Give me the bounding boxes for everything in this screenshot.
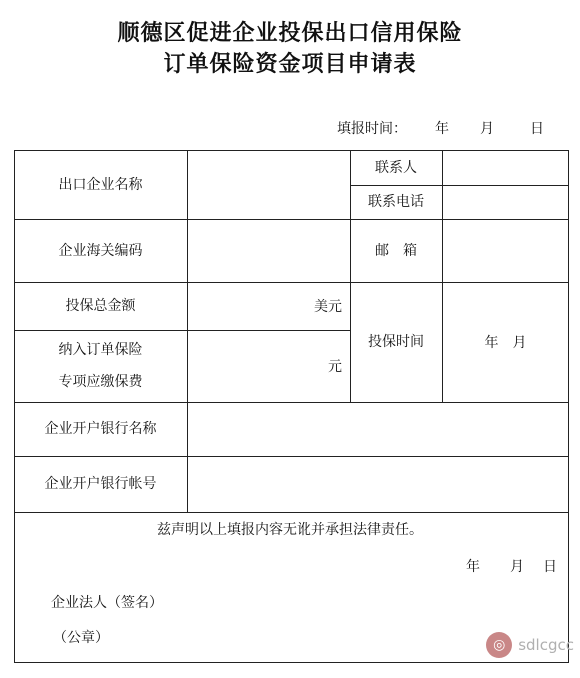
premium-label [14, 330, 187, 402]
premium-label-line-2: 专项应缴保费 [58, 374, 143, 390]
insure-time-value: 年 月 [484, 334, 527, 351]
fill-date-label: 填报时间： [337, 121, 407, 137]
customs-code-label: 企业海关编码 [58, 242, 143, 259]
watermark [486, 632, 574, 658]
premium-field[interactable] [188, 331, 350, 402]
declaration-day: 日 [543, 559, 557, 575]
customs-code-field[interactable] [188, 220, 350, 282]
border-bottom [14, 662, 569, 663]
rule-6 [14, 512, 569, 513]
yuan-unit: 元 [328, 358, 342, 375]
fill-date-day: 日 [530, 121, 544, 137]
email-field[interactable] [443, 220, 568, 282]
contact-field[interactable] [443, 151, 568, 185]
bank-name-label: 企业开户银行名称 [44, 421, 157, 437]
legal-rep-signature: 企业法人（签名） [51, 595, 163, 611]
insured-amount-field[interactable] [188, 283, 350, 330]
usd-unit: 美元 [314, 298, 342, 315]
company-name-label: 出口企业名称 [58, 176, 143, 193]
logo-icon: ◎ [486, 632, 512, 658]
bank-name-field[interactable] [188, 403, 568, 456]
declaration-month: 月 [510, 559, 524, 575]
company-seal: （公章） [53, 630, 109, 646]
declaration-statement: 兹声明以上填报内容无讹并承担法律责任。 [157, 522, 423, 538]
contact-label: 联系人 [375, 159, 417, 176]
bank-account-field[interactable] [188, 457, 568, 512]
watermark-text: sdlcgcc [518, 636, 574, 654]
email-label: 邮 箱 [375, 242, 417, 259]
phone-field[interactable] [443, 186, 568, 219]
form-title-line-2: 订单保险资金项目申请表 [163, 51, 417, 77]
phone-label: 联系电话 [368, 194, 424, 210]
insure-time-label: 投保时间 [368, 334, 424, 350]
insure-time-field[interactable] [443, 283, 568, 402]
premium-label-line-1: 纳入订单保险 [58, 342, 143, 358]
border-right [568, 150, 569, 663]
fill-date-month: 月 [480, 121, 494, 137]
fill-date-year: 年 [435, 121, 449, 137]
insured-amount-label: 投保总金额 [65, 298, 136, 314]
form-title-line-1: 顺德区促进企业投保出口信用保险 [117, 20, 463, 46]
bank-account-label: 企业开户银行帐号 [44, 476, 157, 492]
declaration-year: 年 [466, 559, 480, 575]
company-name-field[interactable] [188, 151, 350, 219]
